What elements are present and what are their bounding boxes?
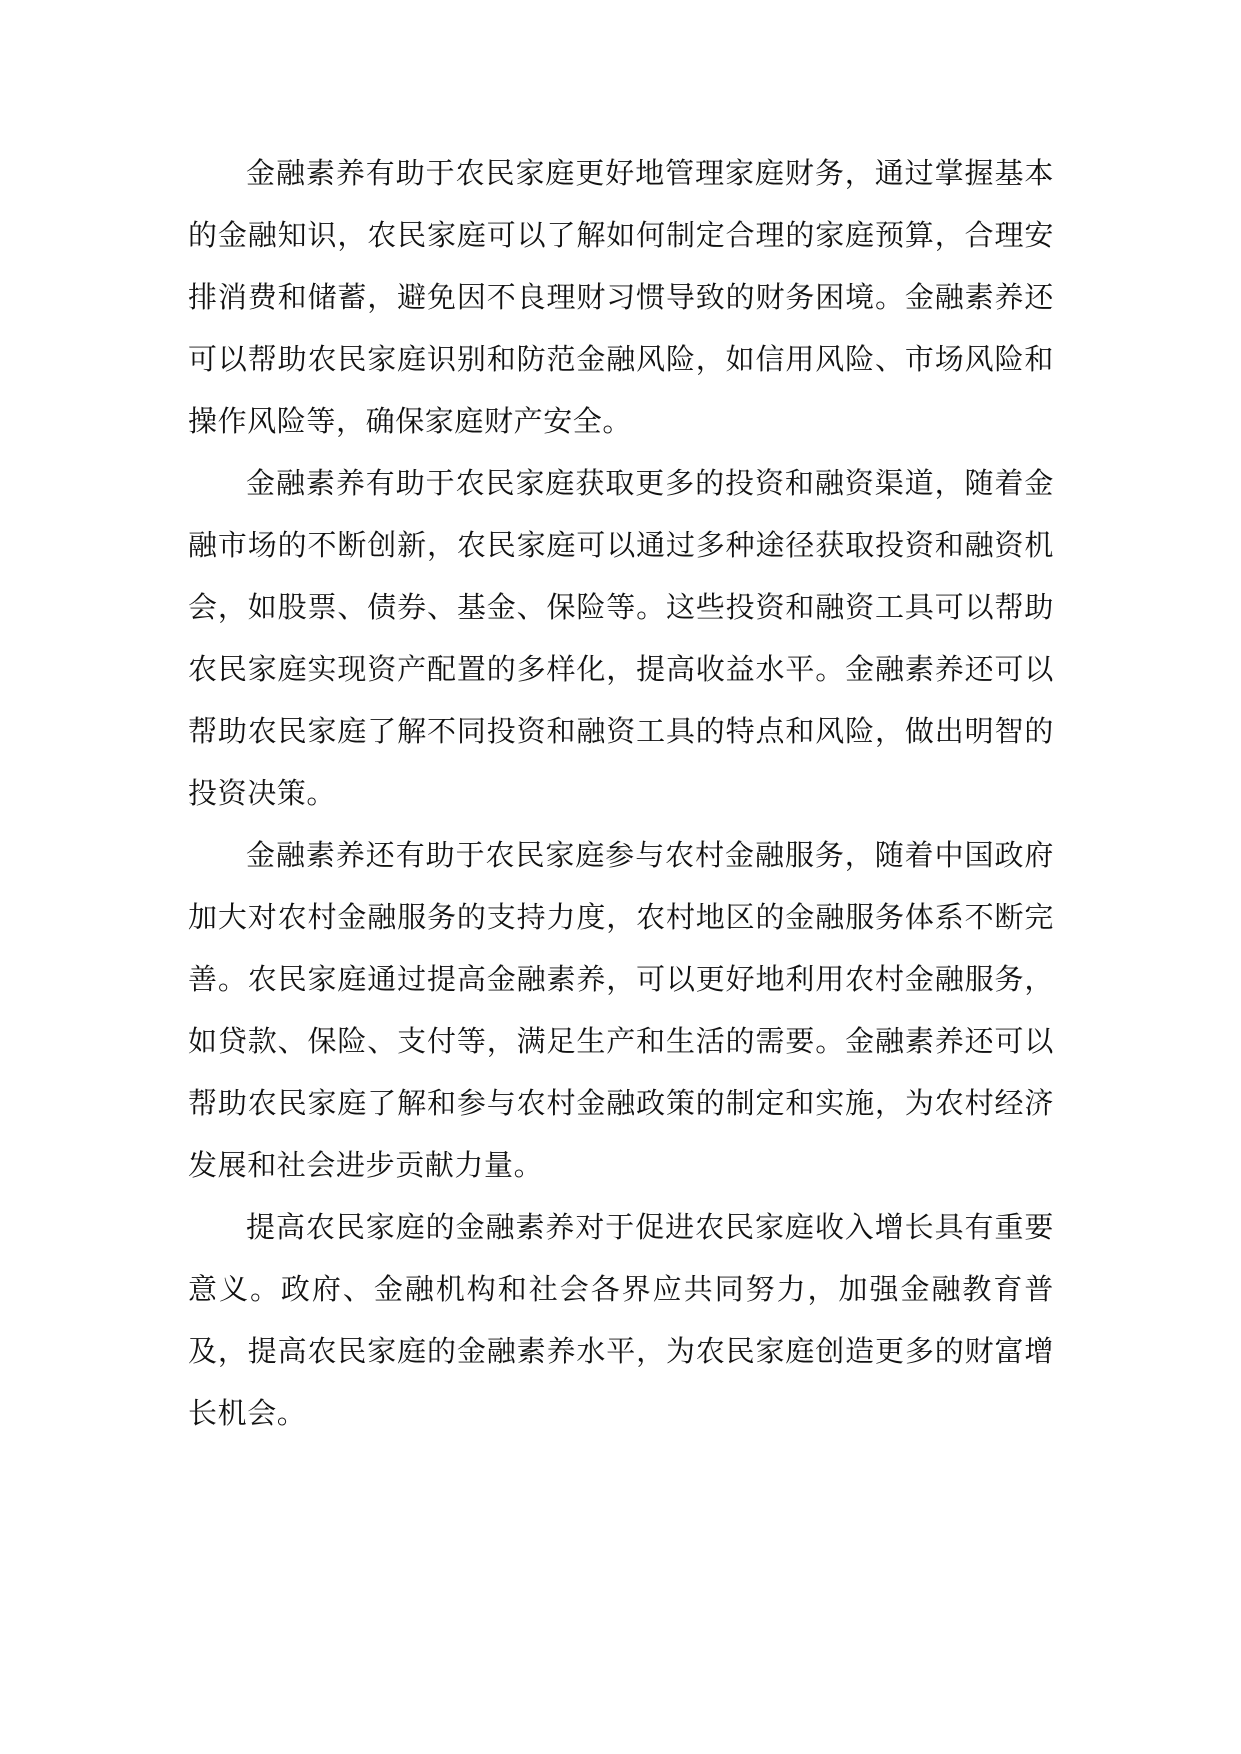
paragraph-3: 金融素养还有助于农民家庭参与农村金融服务，随着中国政府加大对农村金融服务的支持力度，农村地区的金融服务体系不断完善。农民家庭通过提高金融素养，可以更好地利用农村金融服务，如贷款、保险、支付等，满足生产和生活的需要。金融素养还可以帮助农民家庭了解和参与农村金融政策的制定和实施，为农村经济发展和社会进步贡献力量。 <box>188 838 1054 1182</box>
paragraph-2: 金融素养有助于农民家庭获取更多的投资和融资渠道，随着金融市场的不断创新，农民家庭可以通过多种途径获取投资和融资机会，如股票、债券、基金、保险等。这些投资和融资工具可以帮助农民家庭实现资产配置的多样化，提高收益水平。金融素养还可以帮助农民家庭了解不同投资和融资工具的特点和风险，做出明智的投资决策。 <box>188 466 1054 810</box>
paragraph-1: 金融素养有助于农民家庭更好地管理家庭财务，通过掌握基本的金融知识，农民家庭可以了解如何制定合理的家庭预算，合理安排消费和储蓄，避免因不良理财习惯导致的财务困境。金融素养还可以帮助农民家庭识别和防范金融风险，如信用风险、市场风险和操作风险等，确保家庭财产安全。 <box>188 156 1054 438</box>
document-body <box>188 142 1054 1444</box>
paragraph-4: 提高农民家庭的金融素养对于促进农民家庭收入增长具有重要意义。政府、金融机构和社会各界应共同努力，加强金融教育普及，提高农民家庭的金融素养水平，为农民家庭创造更多的财富增长机会。 <box>188 1210 1054 1430</box>
